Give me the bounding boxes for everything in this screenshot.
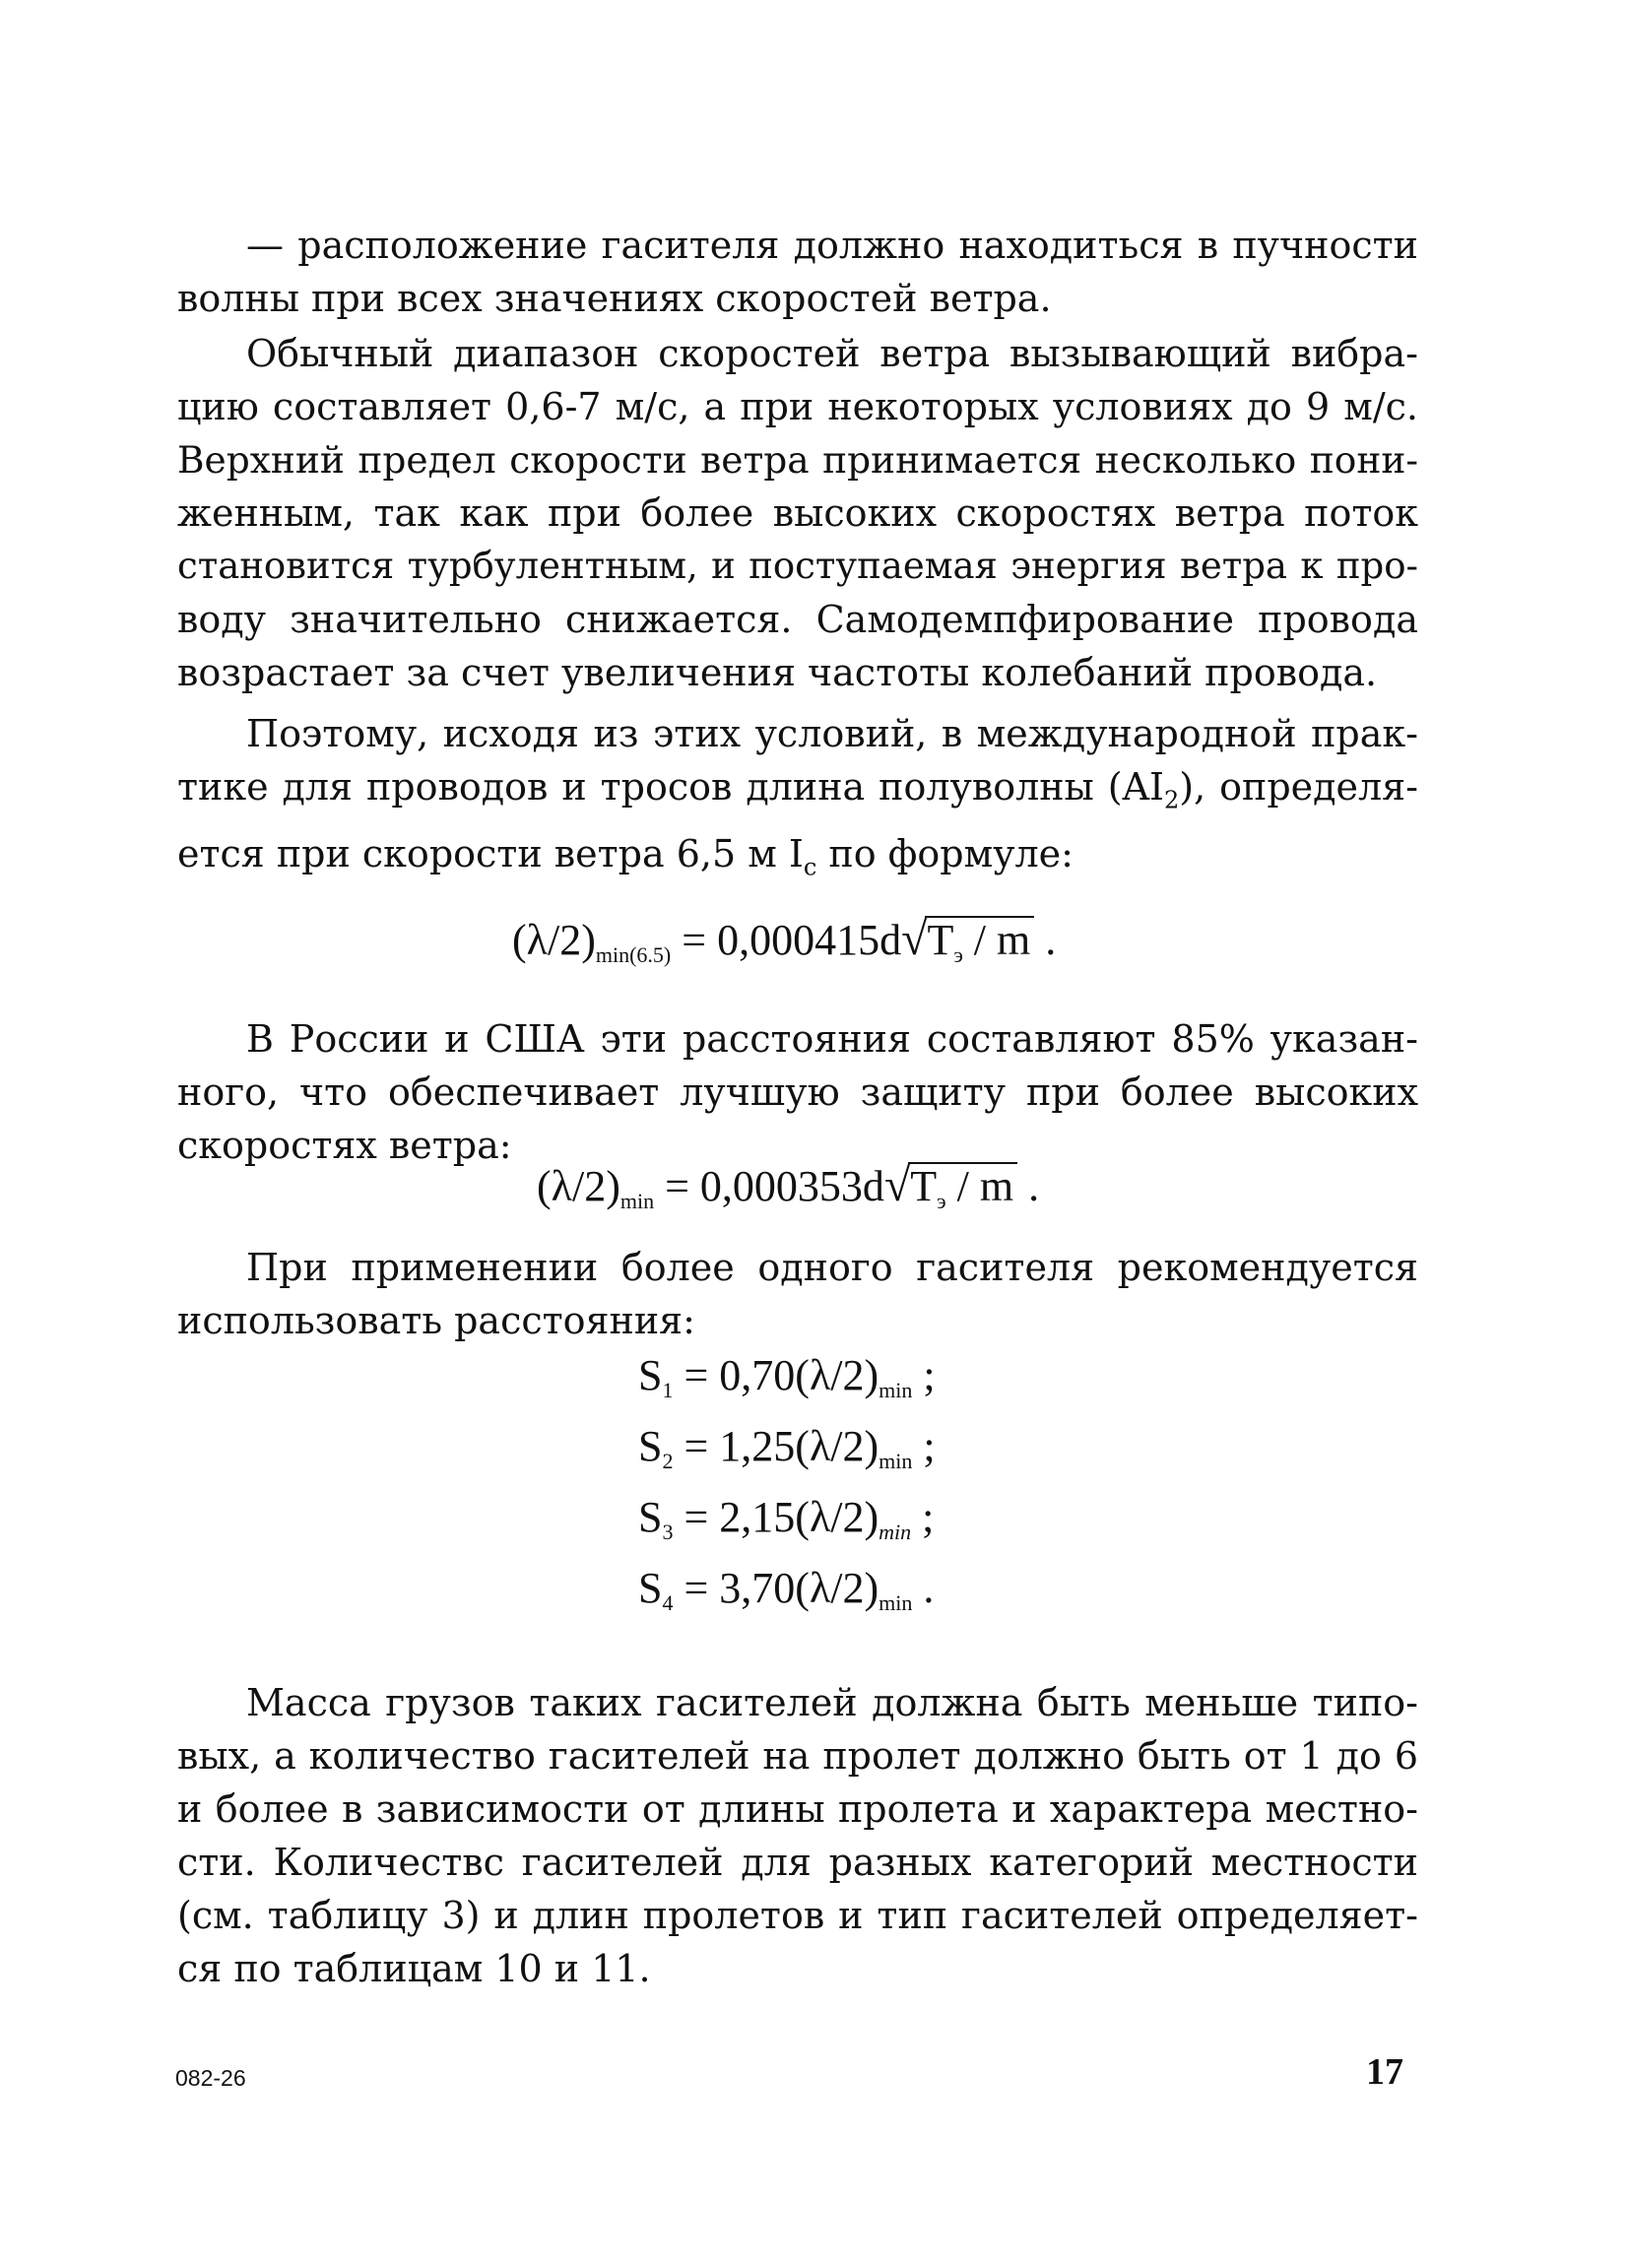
page-number: 17 [1366, 2051, 1403, 2093]
text-line: В России и США эти расстояния составляют 85% указан- [246, 1017, 1418, 1061]
formula-lhs-sub: min(6.5) [595, 942, 672, 967]
formula-half-wave-russia-usa [537, 1159, 1040, 1213]
paragraph-1 [177, 219, 1418, 325]
radicand-sub: э [937, 1189, 946, 1213]
distance-index: 2 [662, 1449, 674, 1473]
symbol-ic: I [788, 831, 804, 875]
text-line: скоростях ветра: [177, 1124, 512, 1167]
radicand-rest: / m [962, 916, 1031, 964]
text-line: Масса грузов таких гасителей должна быть меньше типо- [246, 1681, 1418, 1724]
formula-distance-s2 [638, 1422, 936, 1473]
text-line: использовать расстояния: [177, 1299, 695, 1342]
formula-lhs: (λ/2) [512, 916, 596, 964]
text-line: и более в зависимости от длины пролета и характера местно- [177, 1787, 1418, 1831]
text-line: При применении более одного гасителя рекомендуется [246, 1246, 1418, 1289]
text-line [177, 827, 1418, 894]
paragraph-3 [177, 707, 1418, 893]
formula-coef: = 0,000415d [671, 916, 902, 964]
text-line: сти. Количествс гасителей для разных категорий местности [177, 1841, 1418, 1884]
distance-end: . [912, 1564, 935, 1612]
document-code: 082-26 [175, 2065, 246, 2091]
distance-end: ; [912, 1351, 936, 1399]
formula-distance-s3 [638, 1493, 935, 1544]
text-fragment: ется при скорости ветра 6,5 м [177, 831, 789, 875]
distance-symbol: S [638, 1422, 663, 1470]
formula-end: . [1034, 916, 1057, 964]
symbol-ai: AI [1122, 765, 1165, 809]
distance-rhs: = 3,70(λ/2) [673, 1564, 879, 1612]
text-line: ся по таблицам 10 и 11. [177, 1947, 651, 1990]
formula-distance-s4 [638, 1564, 935, 1615]
text-fragment: ), определя- [1179, 765, 1418, 809]
distance-index: 1 [662, 1378, 674, 1402]
formula-lhs-sub: min [619, 1189, 655, 1213]
text-line: становится турбулентным, и поступаемая энергия ветра к про- [177, 545, 1418, 587]
formula-end: . [1017, 1162, 1040, 1210]
radicand-rest: / m [945, 1162, 1014, 1210]
distance-rhs-sub: min [879, 1520, 912, 1544]
paragraph-5 [177, 1241, 1418, 1347]
distance-end: ; [912, 1422, 936, 1470]
text-line: (см. таблицу 3) и длин пролетов и тип гасителей определяет- [177, 1894, 1418, 1937]
radicand [925, 916, 1034, 967]
distance-index: 3 [662, 1520, 674, 1544]
distance-rhs: = 1,25(λ/2) [673, 1422, 879, 1470]
radicand-sub: э [953, 942, 963, 967]
text-line: воду значительно снижается. Самодемпфирование провода [177, 598, 1418, 641]
text-line: возрастает за счет увеличения частоты колебаний провода. [177, 651, 1378, 694]
subscript: c [803, 853, 817, 881]
distance-rhs-sub: min [879, 1590, 913, 1615]
paragraph-6 [177, 1676, 1418, 1995]
paragraph-2 [177, 327, 1418, 699]
subscript: 2 [1164, 786, 1180, 814]
text-fragment: по формуле: [816, 831, 1074, 875]
distance-end: ; [911, 1493, 935, 1541]
text-line: вых, а количество гасителей на пролет должно быть от 1 до 6 [177, 1734, 1418, 1778]
distance-rhs: = 0,70(λ/2) [673, 1351, 879, 1399]
sqrt-icon: √ [901, 913, 928, 965]
text-line: Верхний предел скорости ветра принимается несколько пони- [177, 438, 1418, 482]
radicand-t: T [927, 916, 954, 964]
distance-rhs-sub: min [879, 1378, 913, 1402]
distance-symbol: S [638, 1351, 663, 1399]
distance-index: 4 [662, 1590, 674, 1615]
sqrt-icon: √ [883, 1159, 911, 1211]
text-fragment: тике для проводов и тросов длина полуволны ( [177, 765, 1123, 809]
distance-symbol: S [638, 1564, 663, 1612]
text-line: — расположение гасителя должно находиться в пучности [246, 224, 1418, 267]
text-line: Поэтому, исходя из этих условий, в международной прак- [246, 712, 1418, 755]
text-line: цию составляет 0,6-7 м/с, а при некоторых условиях до 9 м/с. [177, 385, 1418, 428]
paragraph-4 [177, 1012, 1418, 1172]
text-line [177, 760, 1418, 827]
radicand [908, 1162, 1017, 1213]
formula-distance-s1 [638, 1351, 936, 1402]
distance-rhs: = 2,15(λ/2) [673, 1493, 879, 1541]
text-line: женным, так как при более высоких скоростях ветра поток [177, 491, 1418, 535]
formula-coef: = 0,000353d [654, 1162, 884, 1210]
text-line: волны при всех значениях скоростей ветра. [177, 277, 1052, 320]
formula-lhs: (λ/2) [537, 1162, 620, 1210]
text-line: Обычный диапазон скоростей ветра вызывающий вибра- [246, 332, 1418, 375]
distance-rhs-sub: min [879, 1449, 913, 1473]
distance-symbol: S [638, 1493, 663, 1541]
formula-half-wave-intl [512, 913, 1057, 967]
radicand-t: T [910, 1162, 938, 1210]
text-line: ного, что обеспечивает лучшую защиту при более высоких [177, 1070, 1418, 1114]
